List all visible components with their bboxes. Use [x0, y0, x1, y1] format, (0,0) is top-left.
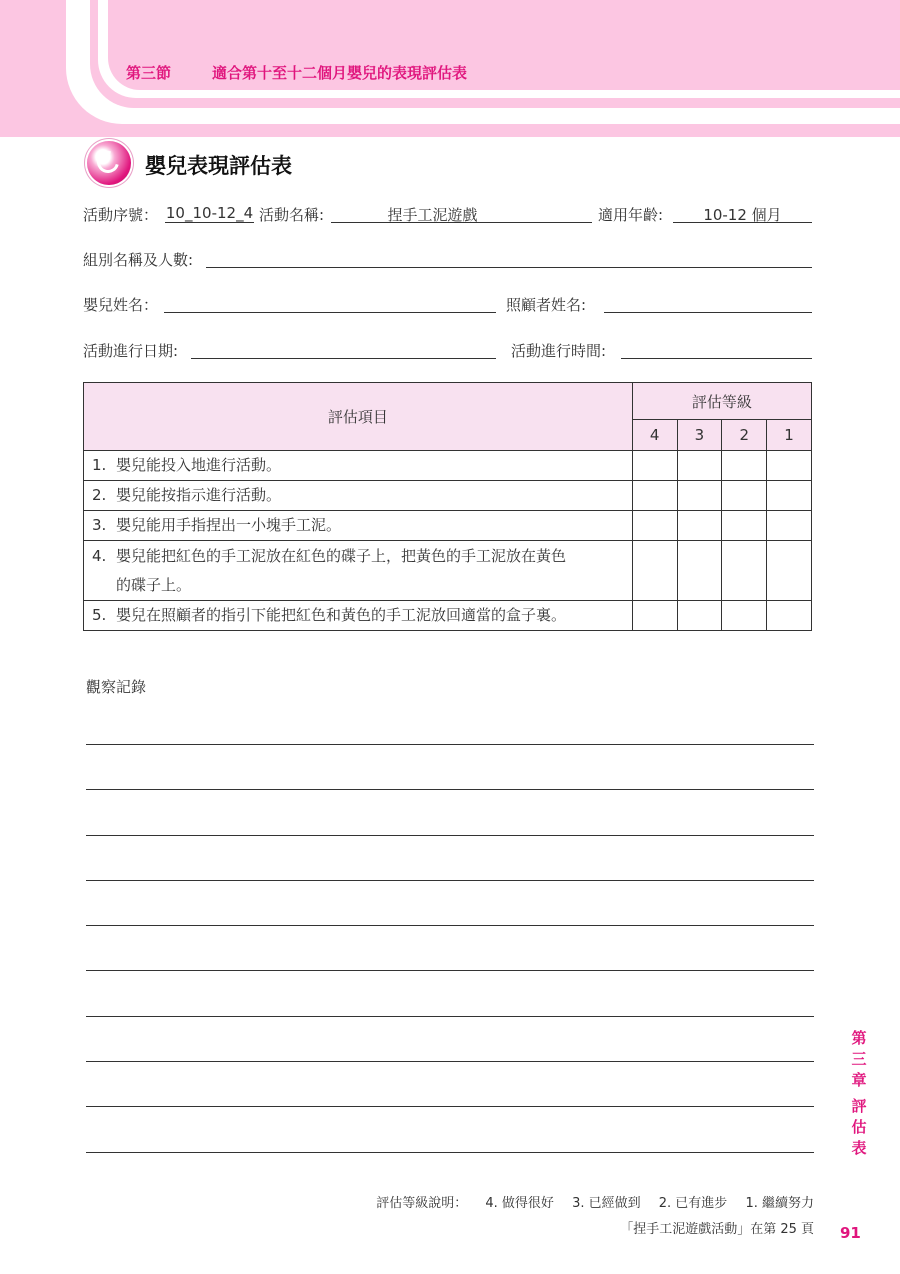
side-chapter-name: 評 估 表: [851, 1097, 867, 1157]
observation-line-1[interactable]: [86, 744, 814, 745]
grade-cell-1[interactable]: [767, 451, 812, 481]
table-row: [84, 511, 812, 541]
grade-cell-4[interactable]: [632, 511, 677, 541]
grade-cell-2[interactable]: [722, 511, 767, 541]
grade-cell-3[interactable]: [677, 541, 722, 601]
item-4: [84, 541, 633, 601]
item-number: 5.: [92, 606, 107, 624]
table-row: [84, 481, 812, 511]
grade-cell-2[interactable]: [722, 541, 767, 601]
group-label: 組別名稱及人數:: [83, 251, 194, 269]
item-2: [84, 481, 633, 511]
age-label: 適用年齡:: [598, 206, 664, 224]
grade-cell-3[interactable]: [677, 601, 722, 631]
grade-cell-2[interactable]: [722, 481, 767, 511]
header-section-title: 適合第十至十二個月嬰兒的表現評估表: [212, 64, 468, 82]
grade-cell-3[interactable]: [677, 451, 722, 481]
legend-item-1: 1. 繼續努力: [745, 1196, 814, 1211]
grade-cell-1[interactable]: [767, 601, 812, 631]
grade-legend: [376, 1192, 814, 1211]
grade-cell-4[interactable]: [632, 481, 677, 511]
activity-reference: 「捏手工泥遊戲活動」在第 25 頁: [620, 1222, 814, 1237]
item-1: [84, 451, 633, 481]
observation-line-2[interactable]: [86, 789, 814, 790]
form-title: 嬰兒表現評估表: [145, 154, 292, 178]
observation-line-8[interactable]: [86, 1061, 814, 1062]
grade-cell-2[interactable]: [722, 601, 767, 631]
observation-line-5[interactable]: [86, 925, 814, 926]
observation-line-10[interactable]: [86, 1152, 814, 1153]
item-number: 3.: [92, 516, 107, 534]
item-text: 嬰兒能把紅色的手工泥放在紅色的碟子上，把黃色的手工泥放在黃色: [116, 546, 567, 565]
activity-name-label: 活動名稱:: [259, 206, 325, 224]
item-text-continued: 的碟子上。: [116, 575, 192, 594]
grade-cell-1[interactable]: [767, 481, 812, 511]
time-line: [621, 358, 812, 359]
item-number: 2.: [92, 486, 107, 504]
grade-cell-1[interactable]: [767, 511, 812, 541]
activity-no-line: [165, 222, 254, 223]
item-text: 嬰兒在照顧者的指引下能把紅色和黃色的手工泥放回適當的盒子裏。: [116, 606, 567, 624]
evaluation-table: [83, 382, 812, 631]
observation-title: 觀察記錄: [86, 678, 147, 696]
grade-cell-1[interactable]: [767, 541, 812, 601]
grade-cell-4[interactable]: [632, 451, 677, 481]
header-section-label: 第三節: [126, 64, 172, 82]
observation-line-7[interactable]: [86, 1016, 814, 1017]
item-text: 嬰兒能按指示進行活動。: [116, 486, 282, 504]
grade-cell-2[interactable]: [722, 451, 767, 481]
grade-header: 評估等級: [632, 383, 811, 420]
grade-3: 3: [677, 420, 722, 451]
item-5: [84, 601, 633, 631]
grade-cell-4[interactable]: [632, 541, 677, 601]
observation-line-4[interactable]: [86, 880, 814, 881]
date-label: 活動進行日期:: [83, 342, 179, 360]
item-number: 4.: [92, 546, 107, 565]
grade-2: 2: [722, 420, 767, 451]
grade-cell-3[interactable]: [677, 511, 722, 541]
activity-no-value: 10_10-12_4: [165, 204, 254, 222]
observation-line-6[interactable]: [86, 970, 814, 971]
legend-item-2: 2. 已有進步: [658, 1196, 728, 1211]
activity-no-label: 活動序號：: [83, 206, 159, 224]
grade-cell-3[interactable]: [677, 481, 722, 511]
table-row: [84, 601, 812, 631]
baby-name-line: [164, 312, 496, 313]
item-number: 1.: [92, 456, 107, 474]
table-header-row: [84, 383, 812, 420]
caregiver-label: 照顧者姓名:: [506, 296, 587, 314]
age-value: 10-12 個月: [703, 206, 782, 224]
group-line: [206, 267, 812, 268]
grade-4: 4: [632, 420, 677, 451]
item-header: 評估項目: [84, 383, 633, 451]
observation-line-9[interactable]: [86, 1106, 814, 1107]
observation-line-3[interactable]: [86, 835, 814, 836]
legend-item-4: 4. 做得很好: [485, 1196, 554, 1211]
date-line: [191, 358, 496, 359]
item-text: 嬰兒能投入地進行活動。: [116, 456, 282, 474]
side-chapter-label: 第 三 章: [851, 1029, 867, 1089]
baby-name-label: 嬰兒姓名：: [83, 296, 159, 314]
grade-1: 1: [767, 420, 812, 451]
caregiver-line: [604, 312, 812, 313]
table-row: [84, 451, 812, 481]
time-label: 活動進行時間:: [511, 342, 607, 360]
page-number: 91: [840, 1224, 861, 1242]
activity-name-value: 捏手工泥遊戲: [387, 206, 478, 224]
item-3: [84, 511, 633, 541]
table-row: [84, 541, 812, 601]
legend-label: 評估等級說明：: [376, 1196, 468, 1211]
item-text: 嬰兒能用手指捏出一小塊手工泥。: [116, 516, 342, 534]
legend-item-3: 3. 已經做到: [572, 1196, 641, 1211]
grade-cell-4[interactable]: [632, 601, 677, 631]
